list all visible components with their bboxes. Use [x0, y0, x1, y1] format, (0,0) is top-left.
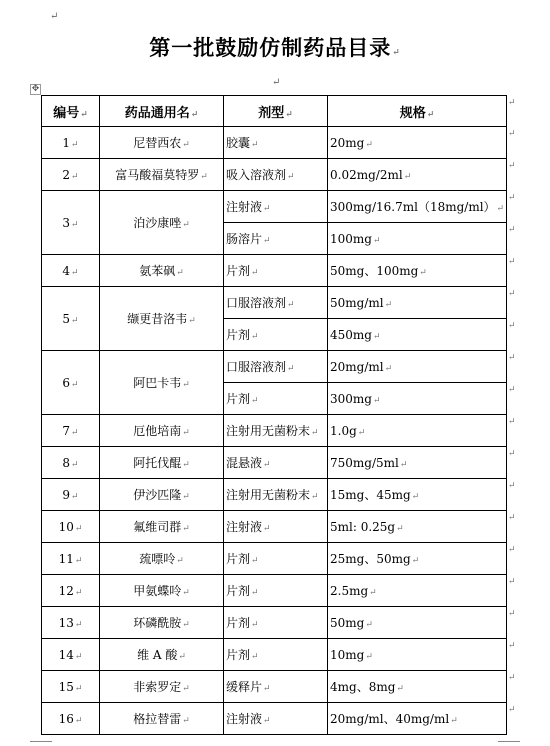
cell-dosage-form: 口服溶液剂↵ — [224, 287, 328, 319]
row-end-mark: ↵ — [508, 576, 516, 587]
cell-drug-name: 氨苯砜↵ — [100, 255, 224, 287]
cell-drug-name: 格拉替雷↵ — [100, 703, 224, 735]
cell-specification: 20mg/ml↵ — [328, 351, 507, 383]
table-row — [42, 607, 507, 639]
cell-dosage-form: 胶囊↵ — [224, 127, 328, 159]
table-body — [42, 127, 507, 735]
row-end-mark: ↵ — [508, 224, 516, 235]
cell-dosage-form: 注射用无菌粉末↵ — [224, 415, 328, 447]
table-row — [42, 255, 507, 287]
cell-dosage-form: 注射用无菌粉末↵ — [224, 479, 328, 511]
row-end-mark: ↵ — [508, 704, 516, 715]
table-row — [42, 351, 507, 383]
row-end-mark: ↵ — [508, 608, 516, 619]
cell-specification: 15mg、45mg↵ — [328, 479, 507, 511]
cell-drug-name: 阿巴卡韦↵ — [100, 351, 224, 415]
cell-dosage-form: 肠溶片↵ — [224, 223, 328, 255]
cell-specification: 1.0g↵ — [328, 415, 507, 447]
cell-specification: 4mg、8mg↵ — [328, 671, 507, 703]
table-row — [42, 511, 507, 543]
cell-dosage-form: 片剂↵ — [224, 639, 328, 671]
table-row — [42, 575, 507, 607]
cell-specification: 2.5mg↵ — [328, 575, 507, 607]
row-end-mark: ↵ — [508, 128, 516, 139]
cell-dosage-form: 片剂↵ — [224, 255, 328, 287]
cell-number: 10↵ — [42, 511, 100, 543]
title-text: 第一批鼓励仿制药品目录 — [149, 35, 392, 60]
row-end-mark: ↵ — [508, 160, 516, 171]
table-row — [42, 415, 507, 447]
cell-dosage-form: 片剂↵ — [224, 383, 328, 415]
cell-number: 1↵ — [42, 127, 100, 159]
cell-specification: 450mg↵ — [328, 319, 507, 351]
cell-specification: 5ml: 0.25g↵ — [328, 511, 507, 543]
header-specification: 规格↵ — [328, 96, 507, 127]
cell-drug-name: 非索罗定↵ — [100, 671, 224, 703]
drug-table — [41, 95, 507, 735]
table-move-handle-icon[interactable]: ✥ — [31, 84, 40, 94]
cell-drug-name: 富马酸福莫特罗↵ — [100, 159, 224, 191]
row-end-mark: ↵ — [508, 384, 516, 395]
row-end-mark: ↵ — [508, 544, 516, 555]
row-end-mark: ↵ — [508, 448, 516, 459]
cell-dosage-form: 口服溶液剂↵ — [224, 351, 328, 383]
table-row — [42, 703, 507, 735]
cell-number: 12↵ — [42, 575, 100, 607]
row-end-mark: ↵ — [508, 480, 516, 491]
cell-drug-name: 伊沙匹隆↵ — [100, 479, 224, 511]
cell-specification: 25mg、50mg↵ — [328, 543, 507, 575]
cell-dosage-form: 吸入溶液剂↵ — [224, 159, 328, 191]
cell-dosage-form: 片剂↵ — [224, 319, 328, 351]
row-end-mark: ↵ — [508, 416, 516, 427]
cell-drug-name: 厄他培南↵ — [100, 415, 224, 447]
cell-number: 15↵ — [42, 671, 100, 703]
table-row — [42, 159, 507, 191]
header-drug-name: 药品通用名↵ — [100, 96, 224, 127]
cell-specification: 50mg/ml↵ — [328, 287, 507, 319]
row-end-mark: ↵ — [508, 288, 516, 299]
cell-drug-name: 环磷酰胺↵ — [100, 607, 224, 639]
cell-number: 11↵ — [42, 543, 100, 575]
cell-drug-name: 尼替西农↵ — [100, 127, 224, 159]
cell-specification: 50mg、100mg↵ — [328, 255, 507, 287]
cell-number: 6↵ — [42, 351, 100, 415]
table-row — [42, 543, 507, 575]
cell-specification: 20mg/ml、40mg/ml↵ — [328, 703, 507, 735]
cell-dosage-form: 注射液↵ — [224, 703, 328, 735]
row-end-mark: ↵ — [508, 97, 516, 108]
cell-number: 4↵ — [42, 255, 100, 287]
row-end-mark: ↵ — [508, 640, 516, 651]
cell-drug-name: 泊沙康唑↵ — [100, 191, 224, 255]
header-dosage-form: 剂型↵ — [224, 96, 328, 127]
cell-number: 8↵ — [42, 447, 100, 479]
row-end-mark: ↵ — [508, 320, 516, 331]
cell-specification: 750mg/5ml↵ — [328, 447, 507, 479]
cell-specification: 100mg↵ — [328, 223, 507, 255]
page-title — [0, 32, 550, 62]
cell-dosage-form: 片剂↵ — [224, 575, 328, 607]
cell-specification: 20mg↵ — [328, 127, 507, 159]
table-row — [42, 639, 507, 671]
cell-number: 13↵ — [42, 607, 100, 639]
cell-drug-name: 甲氨蝶呤↵ — [100, 575, 224, 607]
table-row — [42, 479, 507, 511]
paragraph-mark: ↵ — [272, 77, 281, 88]
cell-dosage-form: 注射液↵ — [224, 511, 328, 543]
row-end-mark: ↵ — [508, 352, 516, 363]
cell-drug-name: 缬更昔洛韦↵ — [100, 287, 224, 351]
cell-specification: 300mg↵ — [328, 383, 507, 415]
cell-drug-name: 氟维司群↵ — [100, 511, 224, 543]
cell-number: 14↵ — [42, 639, 100, 671]
cell-specification: 300mg/16.7ml（18mg/ml）↵ — [328, 191, 507, 223]
cell-dosage-form: 注射液↵ — [224, 191, 328, 223]
cell-dosage-form: 片剂↵ — [224, 607, 328, 639]
table-row — [42, 127, 507, 159]
cell-drug-name: 阿托伐醌↵ — [100, 447, 224, 479]
row-end-mark: ↵ — [508, 192, 516, 203]
cell-dosage-form: 缓释片↵ — [224, 671, 328, 703]
cell-number: 3↵ — [42, 191, 100, 255]
paragraph-mark: ↵ — [392, 48, 401, 58]
row-end-mark: ↵ — [508, 512, 516, 523]
cell-number: 16↵ — [42, 703, 100, 735]
page-boundary-right — [498, 741, 520, 742]
paragraph-mark: ↵ — [50, 11, 59, 22]
page-boundary-left — [30, 741, 52, 742]
row-end-mark: ↵ — [508, 672, 516, 683]
header-number: 编号↵ — [42, 96, 100, 127]
cell-specification: 0.02mg/2ml↵ — [328, 159, 507, 191]
cell-drug-name: 维 A 酸↵ — [100, 639, 224, 671]
cell-specification: 50mg↵ — [328, 607, 507, 639]
table-header-row — [42, 96, 507, 127]
cell-drug-name: 巯嘌呤↵ — [100, 543, 224, 575]
cell-number: 7↵ — [42, 415, 100, 447]
table-row — [42, 671, 507, 703]
row-end-mark: ↵ — [508, 256, 516, 267]
table-row — [42, 287, 507, 319]
cell-specification: 10mg↵ — [328, 639, 507, 671]
cell-dosage-form: 片剂↵ — [224, 543, 328, 575]
table-row — [42, 447, 507, 479]
cell-dosage-form: 混悬液↵ — [224, 447, 328, 479]
cell-number: 9↵ — [42, 479, 100, 511]
cell-number: 5↵ — [42, 287, 100, 351]
cell-number: 2↵ — [42, 159, 100, 191]
table-row — [42, 191, 507, 223]
